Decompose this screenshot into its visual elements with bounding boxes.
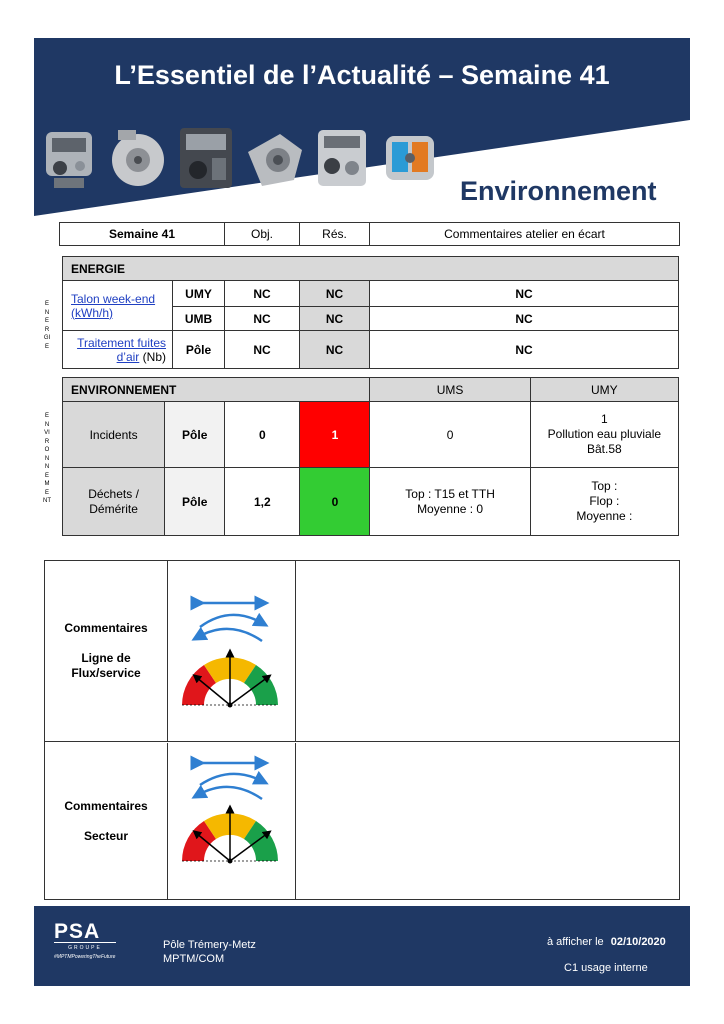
dechets-ums [370,468,530,536]
gauge-icon [170,751,296,881]
psa-logo-text: PSA [54,922,116,943]
talon-cell [63,281,173,331]
engine-image-6 [380,122,440,194]
engine-image-5 [312,122,372,194]
comments-row-flux [45,561,679,742]
footer-site-line1: Pôle Trémery-Metz [163,939,256,951]
incidents-label: Incidents [63,402,165,468]
umy-header: UMY [530,378,678,402]
fuites-site: Pôle [173,331,225,369]
energie-res-umy: NC [300,281,370,307]
incidents-res: 1 [300,402,370,468]
psa-logo-sub: GROUPE [68,945,102,951]
fuites-comment: NC [370,331,679,369]
gauge-icon [170,591,296,731]
energie-obj-umb: NC [225,307,300,331]
psa-hashtag: #MPTMPoweringTheFuture [54,954,116,960]
incidents-umy [530,402,678,468]
fuites-cell [63,331,173,369]
fuites-obj: NC [225,331,300,369]
comments-block [44,560,680,900]
energie-side-label: ENERGIE [43,301,51,350]
comments-row-secteur [45,743,679,899]
dechets-umy-flop: Flop : [589,494,620,508]
obj-header: Obj. [225,223,300,246]
engine-image-2 [108,122,168,194]
engine-image-1 [40,122,100,194]
energie-comment-umy: NC [370,281,679,307]
environnement-side-label: ENVIRONNEMENT [43,413,51,504]
comments-header: Commentaires atelier en écart [370,223,680,246]
comments-flux-label [45,561,168,741]
energie-site-umb: UMB [173,307,225,331]
footer-date-value: 02/10/2020 [610,936,666,948]
comments-secteur-text-area[interactable] [296,743,679,899]
energie-res-umb: NC [300,307,370,331]
fuites-res: NC [300,331,370,369]
talon-link[interactable]: Talon week-end (kWh/h) [71,291,156,320]
ums-header: UMS [370,378,530,402]
incidents-umy-location: Bât.58 [587,442,622,456]
incidents-obj: 0 [225,402,300,468]
energie-table [62,256,679,369]
environnement-table [62,377,679,536]
incidents-ums: 0 [370,402,530,468]
dechets-umy-moyenne: Moyenne : [576,509,633,523]
energie-obj-umy: NC [225,281,300,307]
comments-secteur-label [45,743,168,899]
week-cell: Semaine 41 [60,223,225,246]
dechets-ums-top: Top : T15 et TTH [405,486,495,501]
environnement-title: ENVIRONNEMENT [63,378,370,402]
fuites-link[interactable]: Traitement fuites d’air [77,335,166,364]
dechets-umy-top: Top : [591,479,618,493]
footer-classification: C1 usage interne [564,962,648,974]
gauge-cell-flux [168,561,296,741]
incidents-umy-count: 1 [601,412,608,426]
incidents-site: Pôle [165,402,225,468]
comments-flux-text-area[interactable] [296,561,679,741]
summary-header-table [59,222,680,246]
engine-image-3 [176,122,236,194]
engine-images [40,122,460,198]
dechets-label [63,468,165,536]
comments-secteur-title: Commentaires [64,799,148,813]
dechets-ums-moyenne: Moyenne : 0 [417,501,484,516]
gauge-cell-secteur [168,743,296,899]
psa-logo [54,922,116,960]
footer-site [163,938,256,966]
footer-display-label: à afficher le [547,936,604,948]
dechets-site: Pôle [165,468,225,536]
comments-flux-sub: Ligne de Flux/service [71,651,141,680]
dechets-label-line2: Démérite [89,501,138,516]
footer [34,906,690,986]
dechets-obj: 1,2 [225,468,300,536]
footer-display-date [547,936,666,948]
section-title: Environnement [460,176,657,206]
fuites-unit: (Nb) [142,349,166,364]
incidents-umy-desc: Pollution eau pluviale [547,427,662,441]
comments-secteur-sub: Secteur [83,829,129,843]
res-header: Rés. [300,223,370,246]
page-title: L’Essentiel de l’Actualité – Semaine 41 [114,60,610,90]
engine-image-4 [244,122,304,194]
dechets-res: 0 [300,468,370,536]
footer-site-line2: MPTM/COM [163,953,225,965]
dechets-label-line1: Déchets / [88,486,139,501]
dechets-umy [530,468,678,536]
energie-title: ENERGIE [63,257,679,281]
energie-site-umy: UMY [173,281,225,307]
energie-comment-umb: NC [370,307,679,331]
comments-flux-title: Commentaires [64,621,148,635]
